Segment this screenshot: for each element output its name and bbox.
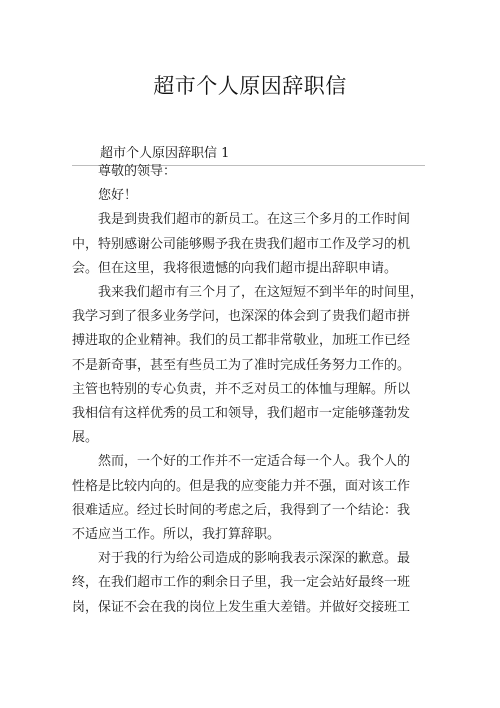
paragraph-line: 性格是比较内向的。但是我的应变能力并不强，面对该工作 [72,478,411,494]
paragraph-line: 不适应当工作。所以，我打算辞职。 [72,527,281,543]
paragraph-line: 展。 [72,430,99,446]
section-heading: 超市个人原因辞职信 1 [100,146,230,161]
paragraph-line: 很难适应。经过长时间的考虑之后，我得到了一个结论：我 [72,502,411,518]
greeting: 您好！ [98,188,138,204]
paragraph-line: 我是到贵我们超市的新员工。在这三个多月的工作时间 [98,212,411,228]
paragraph-line: 终，在我们超市工作的剩余日子里，我一定会站好最终一班 [72,575,411,591]
salutation: 尊敬的领导： [98,164,177,179]
letter-body [72,160,424,620]
paragraph-line: 然而，一个好的工作并不一定适合每一个人。我个人的 [98,454,411,470]
document-title: 超市个人原因辞职信 [153,74,347,98]
paragraph-line: 岗，保证不会在我的岗位上发生重大差错。并做好交接班工 [72,599,411,615]
paragraph-line: 搏进取的企业精神。我们的员工都非常敬业，加班工作已经 [72,333,411,349]
paragraph-2 [72,281,424,450]
paragraph-line: 对于我的行为给公司造成的影响我表示深深的歉意。最 [98,551,411,567]
paragraph-line: 主管也特别的专心负责，并不乏对员工的体恤与理解。所以 [72,381,411,397]
paragraph-line: 中，特别感谢公司能够赐予我在贵我们超市工作及学习的机 [72,236,411,252]
paragraph-line: 我来我们超市有三个月了，在这短短不到半年的时间里， [98,285,424,301]
paragraph-1 [72,208,411,281]
paragraph-line: 会。但在这里，我将很遗憾的向我们超市提出辞职申请。 [72,260,398,276]
paragraph-line: 我学习到了很多业务学问，也深深的体会到了贵我们超市拼 [72,309,411,325]
paragraph-line: 我相信有这样优秀的员工和领导，我们超市一定能够蓬勃发 [72,406,411,422]
paragraph-3 [72,450,411,547]
paragraph-line: 不是新奇事，甚至有些员工为了准时完成任务努力工作的。 [72,357,411,373]
paragraph-4 [72,547,411,620]
